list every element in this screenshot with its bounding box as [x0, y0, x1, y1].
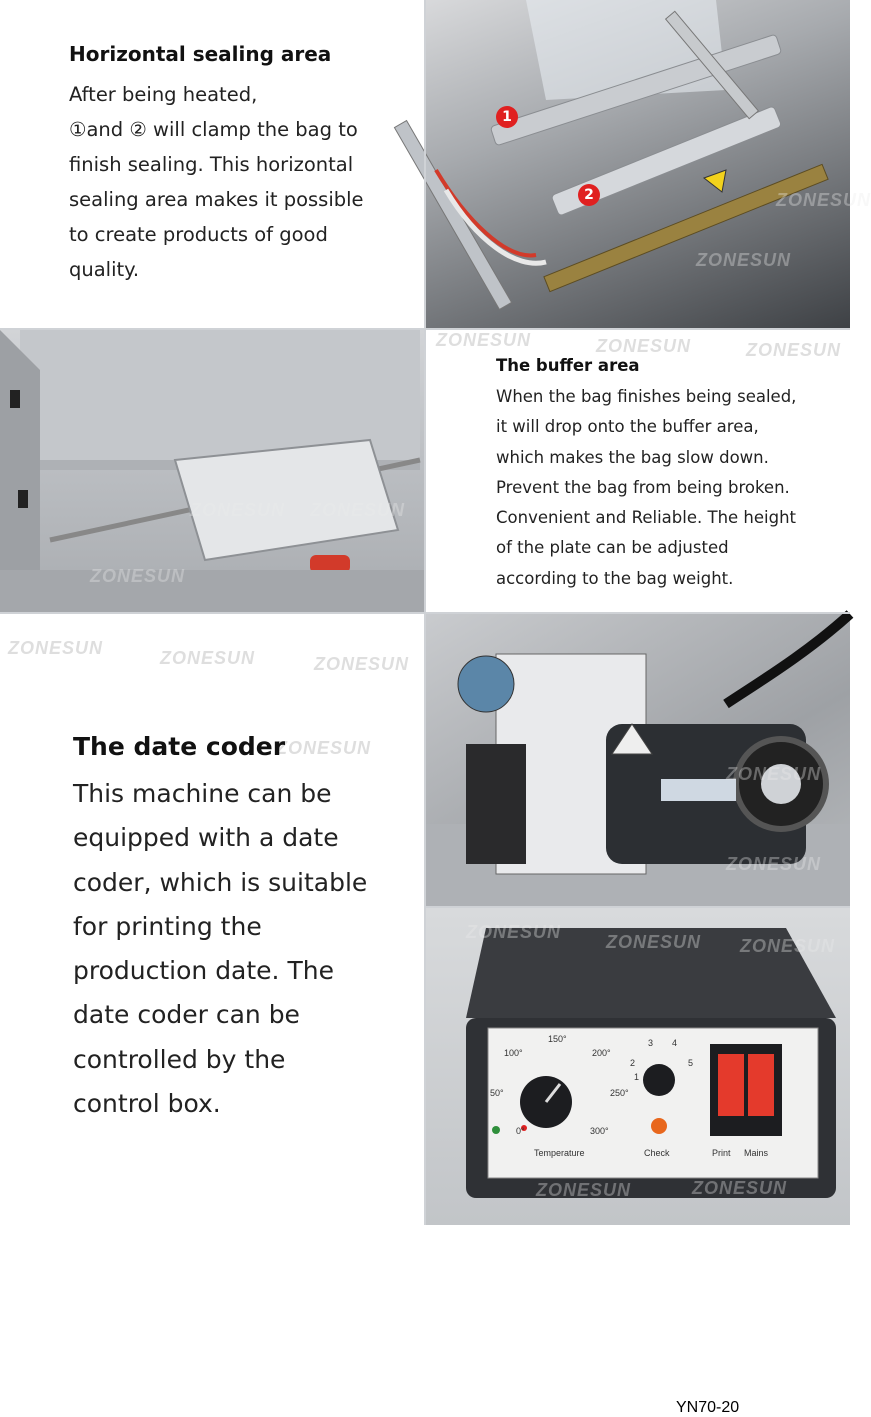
sealing-line: After being heated,	[69, 83, 258, 106]
sealing-line: sealing area makes it possible	[69, 188, 364, 211]
buffer-title: The buffer area	[496, 356, 640, 375]
watermark: ZONESUN	[726, 854, 822, 874]
buffer-line: of the plate can be adjusted	[496, 538, 729, 558]
watermark: ZONESUN	[596, 336, 692, 356]
watermark: ZONESUN	[314, 654, 410, 674]
watermark: ZONESUN	[692, 1178, 788, 1198]
buffer-line: which makes the bag slow down.	[496, 447, 769, 467]
buffer-line: When the bag finishes being sealed,	[496, 387, 797, 406]
watermark: ZONESUN	[606, 932, 702, 952]
coder-text-panel	[0, 614, 424, 1225]
watermark: ZONESUN	[726, 764, 822, 784]
coder-line: date coder can be	[73, 1000, 300, 1030]
check-tick: 2	[630, 1058, 636, 1068]
coder-line: for printing the	[73, 911, 262, 941]
watermark: ZONESUN	[740, 936, 836, 956]
buffer-plate-illustration	[0, 330, 424, 612]
temperature-label: Temperature	[534, 1148, 585, 1158]
coder-title: The date coder	[73, 732, 286, 761]
check-tick: 1	[634, 1072, 640, 1082]
buffer-text-panel	[426, 330, 850, 612]
coder-line: coder, which is suitable	[73, 867, 368, 897]
marker-1: 1	[496, 106, 518, 128]
temp-tick: 200°	[592, 1048, 611, 1058]
watermark: ZONESUN	[536, 1180, 632, 1200]
buffer-line: it will drop onto the buffer area,	[496, 417, 759, 437]
watermark: ZONESUN	[190, 500, 286, 520]
watermark: ZONESUN	[8, 638, 104, 658]
buffer-line: Convenient and Reliable. The height	[496, 508, 797, 528]
coder-line: control box.	[73, 1089, 221, 1119]
temp-tick: 250°	[610, 1088, 629, 1098]
coder-line: controlled by the	[73, 1044, 286, 1074]
sealing-body	[69, 77, 364, 287]
watermark: ZONESUN	[746, 340, 842, 360]
mains-label: Mains	[744, 1148, 769, 1158]
watermark: ZONESUN	[696, 250, 792, 270]
control-box-photo	[426, 908, 850, 1225]
buffer-photo	[0, 330, 424, 612]
temp-tick: 300°	[590, 1126, 609, 1136]
watermark: ZONESUN	[160, 648, 256, 668]
watermark: ZONESUN	[90, 566, 186, 586]
watermark: ZONESUN	[310, 500, 406, 520]
coder-line: equipped with a date	[73, 823, 339, 853]
check-tick: 4	[672, 1038, 678, 1048]
watermark: ZONESUN	[436, 330, 532, 350]
divider	[426, 906, 850, 908]
temp-tick: 50°	[490, 1088, 504, 1098]
check-tick: 5	[688, 1058, 694, 1068]
temp-tick: 100°	[504, 1048, 523, 1058]
sealing-mechanism-illustration	[426, 0, 850, 328]
divider	[0, 612, 850, 614]
marker-2: 2	[578, 184, 600, 206]
sealing-line: finish sealing. This horizontal	[69, 153, 354, 176]
check-label: Check	[644, 1148, 670, 1158]
coder-line: production date. The	[73, 956, 334, 986]
sealing-photo	[426, 0, 871, 328]
watermark: ZONESUN	[466, 922, 562, 942]
coder-line: This machine can be	[73, 779, 332, 808]
temp-tick: 0°	[516, 1126, 525, 1136]
buffer-line: Prevent the bag from being broken.	[496, 477, 790, 497]
sealing-line: quality.	[69, 258, 140, 281]
print-label: Print	[712, 1148, 731, 1158]
sealing-line: ①and ② will clamp the bag to	[69, 118, 358, 141]
check-tick: 3	[648, 1038, 654, 1048]
sealing-line: to create products of good	[69, 223, 328, 246]
sealing-title: Horizontal sealing area	[69, 42, 332, 66]
coder-body	[73, 772, 367, 1126]
buffer-line: according to the bag weight.	[496, 568, 734, 588]
sealing-text-panel	[0, 0, 424, 328]
motor-label: YN70-20	[676, 1399, 740, 1416]
watermark: ZONESUN	[776, 190, 871, 210]
buffer-body	[496, 382, 796, 594]
temp-tick: 150°	[548, 1034, 567, 1044]
divider	[0, 328, 850, 330]
watermark: ZONESUN	[276, 738, 372, 758]
